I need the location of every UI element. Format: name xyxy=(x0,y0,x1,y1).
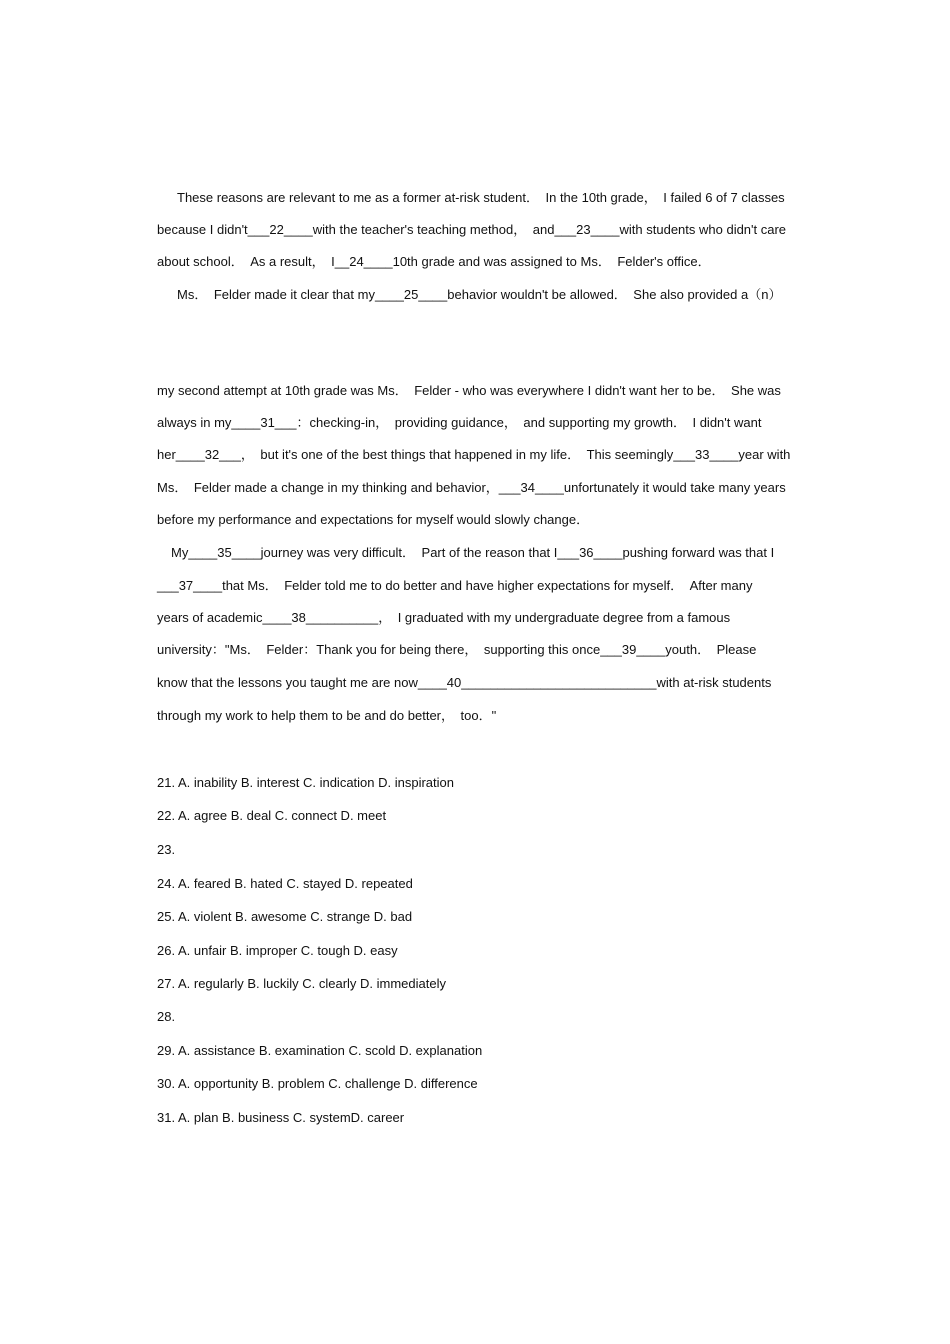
text: unfortunately it would take many years xyxy=(563,480,786,495)
passage-line xyxy=(157,253,797,271)
blank-33: ___33____ xyxy=(673,447,739,462)
question-21: 21. A. inability B. interest C. indication D. inspiration xyxy=(157,775,454,790)
text: before my performance and expectations for myself would slowly change． xyxy=(157,512,590,527)
text: 10th grade and was assigned to Ms． Felder's office． xyxy=(392,254,711,269)
passage-line xyxy=(177,286,817,304)
question-26: 26. A. unfair B. improper C. tough D. easy xyxy=(157,943,398,958)
passage-line xyxy=(157,641,797,659)
question-25: 25. A. violent B. awesome C. strange D. bad xyxy=(157,909,413,924)
question-23: 23. xyxy=(157,842,176,857)
text: Ms． Felder made a change in my thinking and behavior， xyxy=(157,480,499,495)
text: with the teacher's teaching method， and xyxy=(312,222,555,237)
text: because I didn't xyxy=(157,222,248,237)
blank-32: ____32___ xyxy=(175,447,241,462)
passage-line xyxy=(177,189,817,207)
passage-line xyxy=(171,544,811,562)
question-29: 29. A. assistance B. examination C. scold D. explanation xyxy=(157,1043,483,1058)
text: journey was very difficult． Part of the reason that I xyxy=(260,545,558,560)
text: through my work to help them to be and do better， too．" xyxy=(157,708,497,723)
blank-23: ___23____ xyxy=(554,222,620,237)
text: always in my xyxy=(157,415,232,430)
text: pushing forward was that I xyxy=(622,545,775,560)
text: Ms． Felder made it clear that my xyxy=(177,287,375,302)
passage-line xyxy=(157,446,797,464)
passage-line xyxy=(157,221,797,239)
passage-line xyxy=(157,479,797,497)
question-22: 22. A. agree B. deal C. connect D. meet xyxy=(157,808,387,823)
blank-37: ___37____ xyxy=(157,578,223,593)
question-27: 27. A. regularly B. luckily C. clearly D. immediately xyxy=(157,976,446,991)
text: year with xyxy=(738,447,791,462)
passage-line xyxy=(157,414,797,432)
text: know that the lessons you taught me are now xyxy=(157,675,418,690)
text: years of academic xyxy=(157,610,263,625)
passage-line xyxy=(157,707,797,725)
text: her xyxy=(157,447,176,462)
blank-25: ____25____ xyxy=(374,287,448,302)
text: ：checking-in， providing guidance， and supporting my growth． I didn't want xyxy=(296,415,762,430)
passage-line xyxy=(157,609,797,627)
blank-35: ____35____ xyxy=(188,545,261,560)
blank-24: __24____ xyxy=(334,254,393,269)
blank-38: ____38__________ xyxy=(262,610,379,625)
text: with students who didn't care xyxy=(619,222,787,237)
question-28: 28. xyxy=(157,1009,176,1024)
passage-line xyxy=(157,382,797,400)
blank-39: ___39____ xyxy=(600,642,666,657)
text: youth． Please xyxy=(665,642,757,657)
text: behavior wouldn't be allowed． She also provided a（n） xyxy=(447,287,782,302)
text: with at-risk students xyxy=(656,675,772,690)
text: These reasons are relevant to me as a former at-risk student． In the 10th grade， I failed 6 of 7 classes xyxy=(177,190,785,205)
text: My xyxy=(171,545,189,560)
passage-line xyxy=(157,674,797,692)
blank-34: ___34____ xyxy=(498,480,564,495)
text: ， but it's one of the best things that happened in my life． This seemingly xyxy=(240,447,674,462)
text: ， I graduated with my undergraduate degree from a famous xyxy=(378,610,731,625)
question-31: 31. A. plan B. business C. systemD. career xyxy=(157,1110,405,1125)
text: my second attempt at 10th grade was Ms． Felder - who was everywhere I didn't want her to be． She was xyxy=(157,383,781,398)
passage-line xyxy=(157,511,797,529)
blank-36: ___36____ xyxy=(557,545,623,560)
blank-40: ____40___________________________ xyxy=(417,675,657,690)
text: that Ms． Felder told me to do better and have higher expectations for myself． After many xyxy=(222,578,753,593)
question-30: 30. A. opportunity B. problem C. challenge D. difference xyxy=(157,1076,478,1091)
text: university："Ms． Felder：Thank you for being there， supporting this once xyxy=(157,642,601,657)
blank-31: ____31___ xyxy=(231,415,297,430)
question-24: 24. A. feared B. hated C. stayed D. repeated xyxy=(157,876,413,891)
blank-22: ___22____ xyxy=(247,222,313,237)
passage-line xyxy=(157,577,797,595)
text: about school． As a result， I xyxy=(157,254,335,269)
